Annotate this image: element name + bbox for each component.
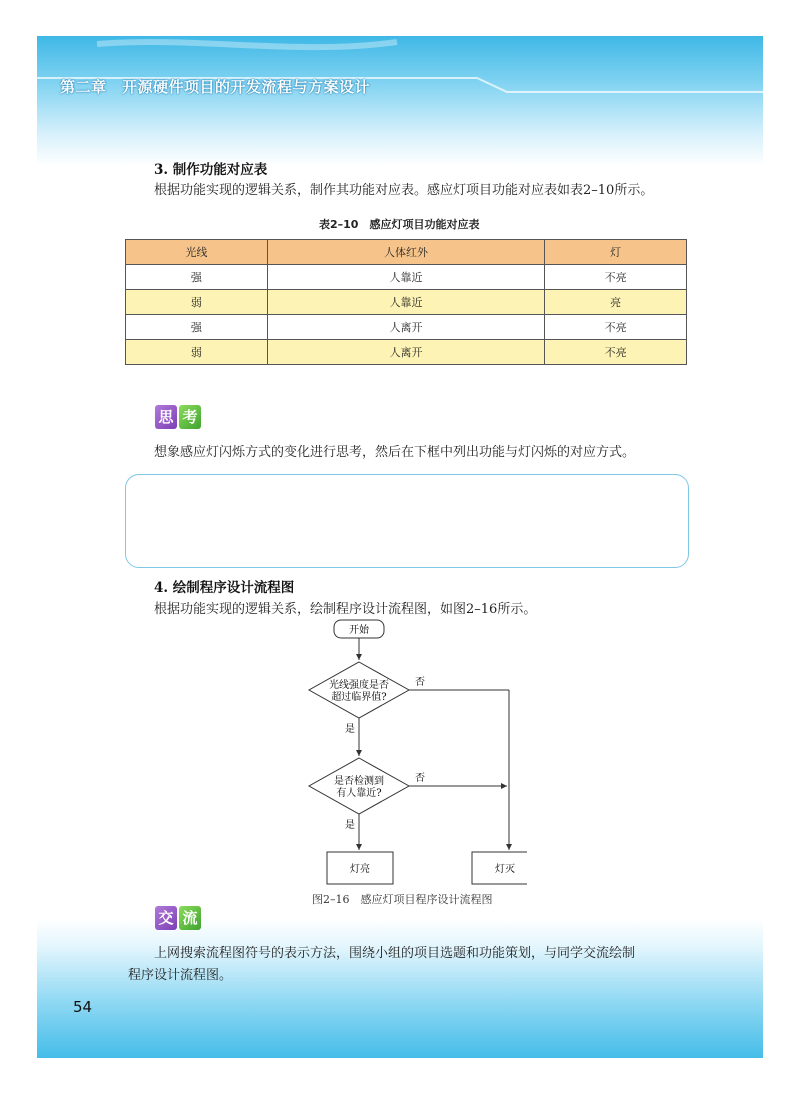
flow-no-label: 否: [415, 677, 425, 688]
table-cell: 不亮: [545, 265, 687, 290]
flow-yes-label: 是: [345, 724, 355, 735]
think-answer-box[interactable]: [125, 474, 689, 568]
page-number: 54: [73, 998, 93, 1016]
flow-decision1-line1: 光线强度是否: [329, 680, 389, 691]
table-cell: 弱: [126, 290, 268, 315]
section4-heading: 4. 绘制程序设计流程图: [154, 580, 295, 596]
table-cell: 强: [126, 315, 268, 340]
table-row: [126, 340, 687, 365]
exchange-badge-char: 流: [179, 906, 201, 930]
section3-paragraph: 根据功能实现的逻辑关系，制作其功能对应表。感应灯项目功能对应表如表2–10所示。: [154, 183, 654, 198]
table-row: [126, 290, 687, 315]
flow-light-on-label: 灯亮: [350, 864, 370, 875]
exchange-badge-char: 交: [155, 906, 177, 930]
table-header-cell: 灯: [545, 240, 687, 265]
table-cell: 弱: [126, 340, 268, 365]
flow-decision1-line2: 超过临界值?: [331, 692, 387, 703]
flow-decision2-line2: 有人靠近?: [336, 788, 382, 799]
header-decoration: [37, 36, 763, 166]
think-badge: [155, 405, 201, 429]
table-cell: 强: [126, 265, 268, 290]
table-cell: 人离开: [267, 340, 544, 365]
table-row: [126, 315, 687, 340]
section4-paragraph: 根据功能实现的逻辑关系，绘制程序设计流程图，如图2–16所示。: [154, 602, 537, 617]
think-text: 想象感应灯闪烁方式的变化进行思考，然后在下框中列出功能与灯闪烁的对应方式。: [154, 445, 636, 460]
footer-banner: [37, 918, 763, 1058]
table-cell: 不亮: [545, 315, 687, 340]
exchange-badge: [155, 906, 201, 930]
section3-heading: 3. 制作功能对应表: [154, 162, 268, 178]
think-badge-char: 思: [155, 405, 177, 429]
exchange-text-line1: 上网搜索流程图符号的表示方法，围绕小组的项目选题和功能策划，与同学交流绘制: [154, 946, 636, 961]
table-cell: 不亮: [545, 340, 687, 365]
table-cell: 人靠近: [267, 290, 544, 315]
flow-start-label: 开始: [349, 625, 369, 636]
table-cell: 亮: [545, 290, 687, 315]
table-header-row: [126, 240, 687, 265]
table-header-cell: 光线: [126, 240, 268, 265]
flow-yes-label: 是: [345, 820, 355, 831]
exchange-text-line2: 程序设计流程图。: [128, 968, 233, 983]
flow-decision2-line1: 是否检测到: [334, 776, 384, 787]
table-header-cell: 人体红外: [267, 240, 544, 265]
header-banner: [37, 36, 763, 166]
chapter-title: 第二章 开源硬件项目的开发流程与方案设计: [60, 78, 371, 96]
table-cell: 人离开: [267, 315, 544, 340]
flowchart: [297, 618, 527, 888]
function-table: [125, 239, 687, 365]
flow-light-off-label: 灯灭: [495, 864, 515, 875]
table-row: [126, 265, 687, 290]
figure-caption: 图2–16 感应灯项目程序设计流程图: [312, 893, 493, 906]
table-caption: 表2–10 感应灯项目功能对应表: [319, 218, 480, 231]
table-cell: 人靠近: [267, 265, 544, 290]
flow-no-label: 否: [415, 773, 425, 784]
think-badge-char: 考: [179, 405, 201, 429]
textbook-page: [37, 36, 763, 1058]
